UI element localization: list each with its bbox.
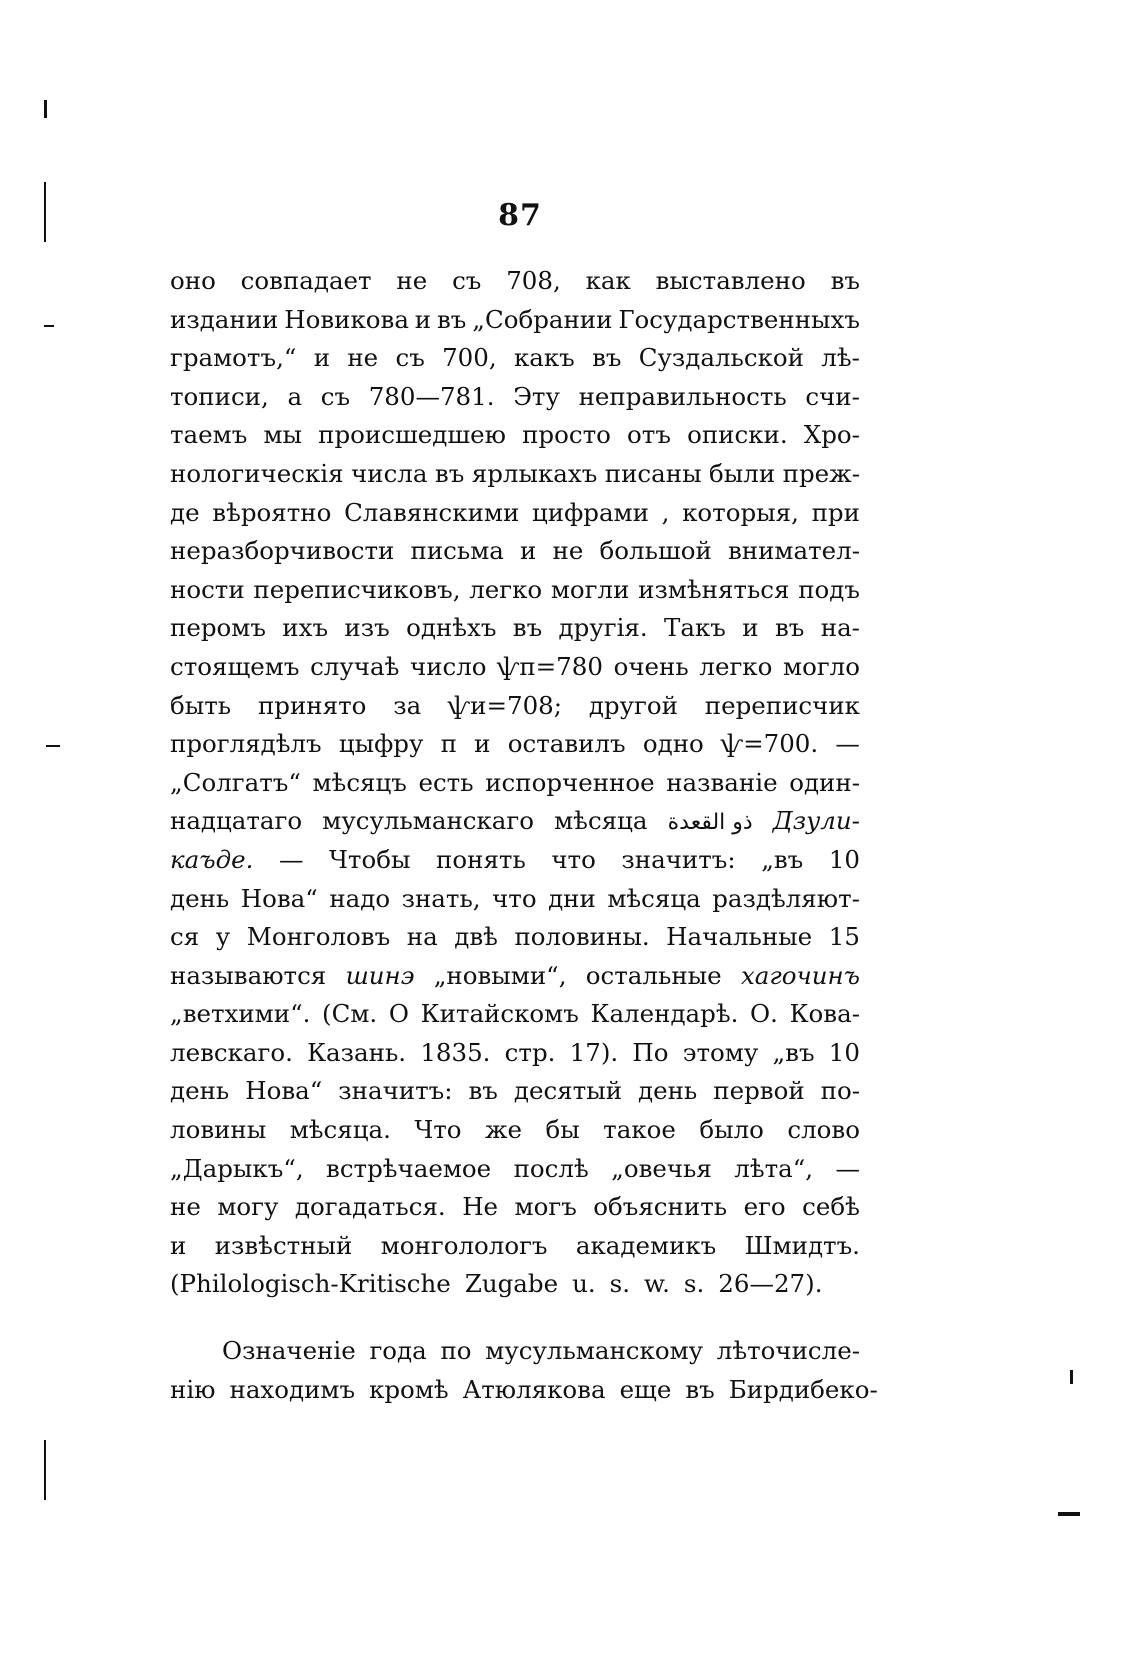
word: было	[699, 1115, 764, 1145]
word: внимател-	[727, 536, 860, 566]
word: неразборчивости	[170, 536, 395, 566]
word: не	[170, 1192, 201, 1222]
word: Что	[414, 1115, 462, 1145]
word: нологическія	[170, 458, 344, 488]
word: Монголовъ	[246, 922, 391, 952]
word: въ	[434, 458, 465, 488]
text-line	[170, 1111, 860, 1150]
word: О	[388, 999, 409, 1029]
word: (См.	[322, 999, 378, 1029]
word: Чтобы	[328, 844, 411, 874]
scan-artifact	[44, 1440, 46, 1500]
word: каъде.	[170, 844, 254, 874]
page-number: 87	[498, 198, 542, 233]
word: отъ	[627, 420, 671, 450]
word: Нова“	[240, 883, 318, 913]
word: де	[170, 497, 200, 527]
word: измѣняться	[638, 574, 790, 604]
scan-artifact	[1070, 1370, 1073, 1384]
word: —	[835, 1153, 860, 1183]
word: Означеніе	[222, 1336, 356, 1366]
word: Zugabe	[464, 1269, 559, 1299]
word: Начальные	[666, 922, 813, 952]
word: „овечья	[611, 1153, 712, 1183]
word: s.	[609, 1269, 631, 1299]
word: ,	[661, 497, 670, 527]
text-line	[170, 609, 860, 648]
word: Хро-	[803, 420, 860, 450]
word: еще	[619, 1374, 672, 1404]
word: день	[170, 1076, 230, 1106]
word: ихъ	[282, 613, 329, 643]
word: w.	[644, 1269, 670, 1299]
word: стр.	[504, 1037, 556, 1067]
word: ѱи=708;	[448, 690, 562, 720]
word: ловины	[170, 1115, 267, 1145]
text-line	[170, 571, 860, 610]
word: этому	[682, 1037, 759, 1067]
word: извѣстный	[214, 1230, 353, 1260]
word: могу	[217, 1192, 279, 1222]
word: легко	[469, 574, 543, 604]
word: не	[552, 536, 584, 566]
word: мѣсяца	[607, 883, 701, 913]
scan-artifact	[1058, 1512, 1080, 1516]
word: что	[551, 844, 596, 874]
text-line	[170, 725, 860, 764]
word: один-	[789, 767, 860, 797]
word: мѣсяца.	[289, 1115, 391, 1145]
text-line	[170, 764, 860, 803]
text-line	[170, 1371, 878, 1410]
word: цыфру	[338, 729, 424, 759]
word: остальные	[585, 960, 722, 990]
word: день	[170, 883, 230, 913]
text-line	[170, 1034, 860, 1073]
word: Кова-	[789, 999, 860, 1029]
text-line	[170, 1188, 860, 1227]
word: въ	[685, 1374, 715, 1404]
word: на	[406, 922, 438, 952]
paragraph-1	[170, 262, 860, 1304]
word: и	[313, 343, 331, 373]
word: очень	[613, 651, 689, 681]
word: одно	[642, 729, 704, 759]
word: въ	[774, 613, 805, 643]
word: таемъ	[170, 420, 248, 450]
text-line	[170, 918, 860, 957]
word: перомъ	[170, 613, 266, 643]
word: Казань.	[307, 1037, 407, 1067]
word: тописи,	[170, 381, 269, 411]
word: п	[440, 729, 457, 759]
word: цифрами	[532, 497, 649, 527]
text-line	[170, 880, 860, 919]
word: день	[638, 1076, 698, 1106]
word: у	[215, 922, 231, 952]
word: стоящемъ	[170, 651, 300, 681]
scan-artifact	[44, 182, 46, 242]
word: догадаться.	[294, 1192, 446, 1222]
word: а	[287, 381, 303, 411]
word: мѣсяца	[554, 806, 648, 836]
word: ности	[170, 574, 245, 604]
text-line	[170, 648, 860, 687]
word: что	[492, 883, 537, 913]
word: —	[835, 729, 860, 759]
word: значитъ:	[621, 844, 736, 874]
word: десятый	[513, 1076, 623, 1106]
word: 10	[828, 844, 860, 874]
word: лѣта“,	[734, 1153, 814, 1183]
word: 26—27).	[718, 1269, 823, 1299]
word: академикъ	[575, 1230, 717, 1260]
word: и	[474, 729, 491, 759]
word: въ	[437, 304, 467, 334]
word: знать,	[401, 883, 481, 913]
word: ѱп=780	[497, 651, 603, 681]
word: просто	[522, 420, 611, 450]
word: число	[410, 651, 487, 681]
word: кромѣ	[369, 1374, 449, 1404]
word: года	[369, 1336, 427, 1366]
word: есть	[418, 767, 474, 797]
text-line	[170, 532, 860, 571]
word: Нова“	[245, 1076, 323, 1106]
word: О.	[750, 999, 778, 1029]
word: Такъ	[664, 613, 726, 643]
word: могли	[550, 574, 630, 604]
scan-artifact	[44, 100, 47, 118]
word: монголологъ	[380, 1230, 548, 1260]
word: изъ	[344, 613, 390, 643]
word: проглядѣлъ	[170, 729, 322, 759]
word: письма	[410, 536, 504, 566]
word: раздѣляют-	[712, 883, 860, 913]
word: себѣ	[802, 1192, 860, 1222]
word: оставилъ	[507, 729, 626, 759]
word: называются	[170, 960, 327, 990]
word: „въ	[761, 844, 804, 874]
word: Бирдибеко-	[728, 1374, 878, 1404]
word: за	[393, 690, 422, 720]
text-line	[170, 339, 860, 378]
word: „ветхими“.	[170, 999, 311, 1029]
word: и	[742, 613, 759, 643]
scan-artifact	[44, 325, 54, 327]
word: Государственныхъ	[618, 304, 860, 334]
word: 17).	[569, 1037, 619, 1067]
word: счи-	[805, 381, 860, 411]
word: лѣ-	[821, 343, 860, 373]
word: такое	[603, 1115, 676, 1145]
word: 708,	[506, 266, 561, 295]
word: надцатаго	[170, 806, 303, 836]
text-line	[170, 301, 860, 340]
word: подъ	[798, 574, 860, 604]
text-line	[170, 1227, 860, 1266]
word: переписчик	[704, 690, 860, 720]
word: другой	[588, 690, 678, 720]
word: мѣсяцъ	[312, 767, 407, 797]
text-line	[170, 378, 860, 417]
word: (Philologisch-Kritische	[170, 1269, 451, 1299]
word: надо	[329, 883, 391, 913]
text-line	[170, 1150, 860, 1189]
word: 700,	[442, 343, 497, 373]
word: хагочинъ	[740, 960, 860, 990]
word: ѱ=700.	[721, 729, 819, 759]
word: „Солгатъ“	[170, 767, 301, 797]
word: по	[440, 1336, 472, 1366]
word: послѣ	[513, 1153, 589, 1183]
word: „въ	[772, 1037, 815, 1067]
word: переписчиковъ,	[253, 574, 461, 604]
text-line	[170, 416, 860, 455]
word: однѣхъ	[406, 613, 497, 643]
word: испорченное	[485, 767, 655, 797]
text-line	[170, 1072, 860, 1111]
text-line	[170, 455, 860, 494]
word: оно	[170, 266, 216, 295]
word: при	[811, 497, 860, 527]
word: двѣ	[454, 922, 498, 952]
word: названіе	[666, 767, 778, 797]
word: могло	[783, 651, 860, 681]
word: же	[485, 1115, 523, 1145]
word: как	[585, 266, 631, 295]
word: Эту	[513, 381, 560, 411]
word: принято	[257, 690, 367, 720]
word: съ	[452, 266, 482, 295]
word: Китайскомъ	[420, 999, 579, 1029]
word: съ	[320, 381, 351, 411]
word: „Собрании	[472, 304, 613, 334]
word: легко	[699, 651, 773, 681]
text-line	[170, 841, 860, 880]
word: ذو القعدة	[667, 810, 753, 836]
word: левскаго.	[170, 1037, 293, 1067]
word: ярлыкахъ	[471, 458, 598, 488]
text-line	[170, 802, 860, 841]
word: на-	[820, 613, 860, 643]
word: 15	[828, 922, 860, 952]
word: дни	[548, 883, 596, 913]
word: шинэ	[345, 960, 415, 990]
word: которыя,	[682, 497, 799, 527]
word: другія.	[558, 613, 648, 643]
word: Новикова	[284, 304, 409, 334]
word: мусульманскому	[485, 1336, 704, 1366]
word: случаѣ	[310, 651, 400, 681]
word: мы	[263, 420, 303, 450]
word: описки.	[687, 420, 788, 450]
word: грамотъ,“	[170, 343, 297, 373]
word: не	[347, 343, 379, 373]
text-line	[170, 1332, 860, 1371]
word: находимъ	[229, 1374, 356, 1404]
scan-artifact	[46, 745, 60, 747]
text-line	[170, 687, 860, 726]
word: 1835.	[420, 1037, 491, 1067]
word: и	[520, 536, 537, 566]
word: и	[170, 1230, 187, 1260]
word: нію	[170, 1374, 216, 1404]
word: и	[414, 304, 432, 334]
text-line	[170, 1265, 860, 1304]
word: Не	[462, 1192, 499, 1222]
word: его	[743, 1192, 786, 1222]
word: писаны	[604, 458, 702, 488]
word: не	[396, 266, 428, 295]
word: половины.	[514, 922, 650, 952]
word: въ	[468, 1076, 498, 1106]
word: по-	[820, 1076, 860, 1106]
word: въ	[512, 613, 543, 643]
word: —	[278, 844, 304, 874]
word: числа	[351, 458, 428, 488]
word: Дзули-	[772, 806, 860, 836]
word: съ	[395, 343, 425, 373]
word: выставлено	[655, 266, 806, 295]
word: „Дарыкъ“,	[170, 1153, 304, 1183]
word: издании	[170, 304, 279, 334]
word: 780—781.	[368, 381, 495, 411]
word: s.	[683, 1269, 705, 1299]
word: въ	[830, 266, 860, 295]
word: происшедшею	[318, 420, 506, 450]
word: какъ	[513, 343, 575, 373]
text-line	[170, 957, 860, 996]
word: значитъ:	[338, 1076, 453, 1106]
word: неправильность	[578, 381, 787, 411]
word: u.	[572, 1269, 596, 1299]
word: мусульманскаго	[322, 806, 534, 836]
word: большой	[599, 536, 712, 566]
text-line	[170, 995, 860, 1034]
word: бы	[545, 1115, 580, 1145]
word: понять	[436, 844, 526, 874]
word: Славянскими	[344, 497, 520, 527]
word: могъ	[514, 1192, 577, 1222]
word: „новыми“,	[433, 960, 567, 990]
word: 10	[828, 1037, 860, 1067]
text-line	[170, 262, 860, 301]
word: преж-	[782, 458, 860, 488]
word: совпадает	[240, 266, 372, 295]
word: вѣроятно	[212, 497, 332, 527]
text-line	[170, 494, 860, 533]
word: ся	[170, 922, 200, 952]
body-text	[170, 262, 878, 1409]
word: Шмидтъ.	[744, 1230, 860, 1260]
word: объяснить	[593, 1192, 728, 1222]
word: первой	[713, 1076, 805, 1106]
word: Календарѣ.	[590, 999, 739, 1029]
word: были	[709, 458, 776, 488]
word: По	[632, 1037, 669, 1067]
word: лѣточисле-	[716, 1336, 860, 1366]
word: Суздальской	[638, 343, 804, 373]
word: быть	[170, 690, 232, 720]
word: слово	[787, 1115, 860, 1145]
paragraph-2	[170, 1332, 878, 1409]
word: Атюлякова	[462, 1374, 606, 1404]
word: встрѣчаемое	[326, 1153, 492, 1183]
word: въ	[592, 343, 622, 373]
